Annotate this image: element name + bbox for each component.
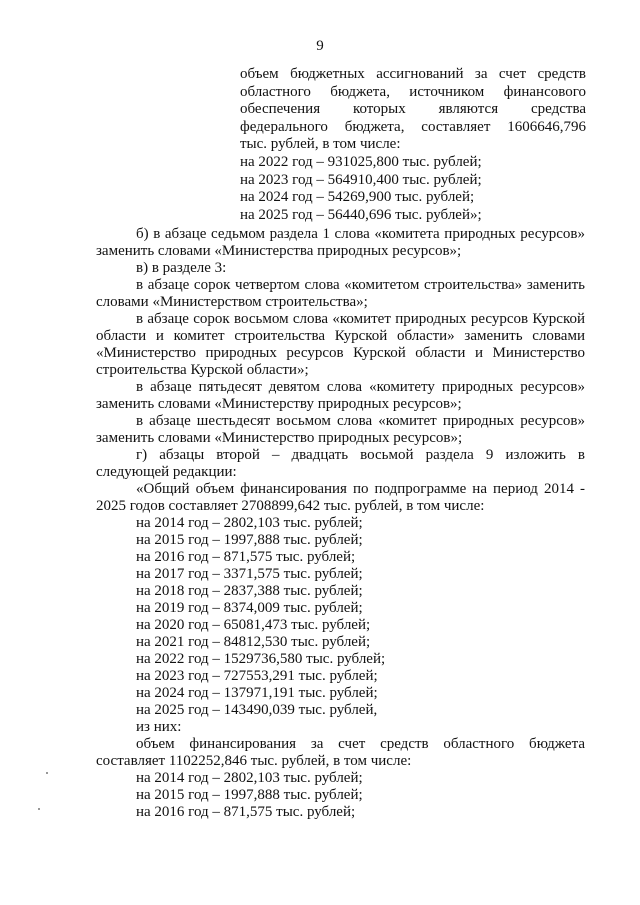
list-item: на 2017 год – 3371,575 тыс. рублей; <box>136 566 363 582</box>
list-item: на 2014 год – 2802,103 тыс. рублей; <box>136 770 363 786</box>
quoted-block <box>240 66 586 224</box>
list-item: на 2022 год – 1529736,580 тыс. рублей; <box>136 651 386 667</box>
list-item: на 2016 год – 871,575 тыс. рублей; <box>136 804 356 820</box>
block-line: на 2024 год – 54269,900 тыс. рублей; <box>240 189 475 206</box>
text-line: б) в абзаце седьмом раздела 1 слова «комитета природных ресурсов» <box>136 226 585 242</box>
scan-speck <box>38 808 40 810</box>
text-line: из них: <box>136 719 182 735</box>
block-line: на 2023 год – 564910,400 тыс. рублей; <box>240 171 482 188</box>
text-line: в абзаце сорок восьмом слова «комитет природных ресурсов Курской <box>136 311 585 327</box>
list-item: на 2015 год – 1997,888 тыс. рублей; <box>136 787 363 803</box>
block-line: на 2025 год – 56440,696 тыс. рублей»; <box>240 206 482 223</box>
text-line: следующей редакции: <box>96 464 237 480</box>
text-line: в) в разделе 3: <box>136 260 227 276</box>
list-item: на 2016 год – 871,575 тыс. рублей; <box>136 549 356 565</box>
text-line: в абзаце шестьдесят восьмом слова «комитет природных ресурсов» <box>136 413 585 429</box>
block-line: объем бюджетных ассигнований за счет средств <box>240 66 586 82</box>
text-line: в абзаце сорок четвертом слова «комитетом строительства» заменить <box>136 277 585 293</box>
block-line: на 2022 год – 931025,800 тыс. рублей; <box>240 153 482 170</box>
list-item: на 2025 год – 143490,039 тыс. рублей, <box>136 702 378 718</box>
block-line: областного бюджета, источником финансового <box>240 83 586 100</box>
text-line: составляет 1102252,846 тыс. рублей, в том числе: <box>96 753 412 769</box>
list-item: на 2024 год – 137971,191 тыс. рублей; <box>136 685 378 701</box>
text-line: объем финансирования за счет средств областного бюджета <box>136 736 585 752</box>
text-line: области и комитет строительства Курской области» заменить словами <box>96 328 585 344</box>
text-line: заменить словами «Министерства природных ресурсов»; <box>96 243 462 259</box>
text-line: строительства Курской области»; <box>96 362 309 378</box>
text-line: словами «Министерством строительства»; <box>96 294 368 310</box>
text-line: в абзаце пятьдесят девятом слова «комитету природных ресурсов» <box>136 379 585 395</box>
block-line: федерального бюджета, составляет 1606646,796 <box>240 118 586 135</box>
text-line: заменить словами «Министерство природных ресурсов»; <box>96 430 463 446</box>
list-item: на 2023 год – 727553,291 тыс. рублей; <box>136 668 378 684</box>
list-item: на 2019 год – 8374,009 тыс. рублей; <box>136 600 363 616</box>
list-item: на 2020 год – 65081,473 тыс. рублей; <box>136 617 371 633</box>
text-line: г) абзацы второй – двадцать восьмой раздела 9 изложить в <box>136 447 585 463</box>
list-item: на 2015 год – 1997,888 тыс. рублей; <box>136 532 363 548</box>
page-number: 9 <box>316 38 324 54</box>
text-line: «Общий объем финансирования по подпрограмме на период 2014 - <box>136 481 585 497</box>
main-text <box>96 226 585 821</box>
list-item: на 2021 год – 84812,530 тыс. рублей; <box>136 634 371 650</box>
text-line: «Министерство природных ресурсов Курской области и Министерство <box>96 345 585 361</box>
block-line: обеспечения которых являются средства <box>240 101 586 118</box>
block-line: тыс. рублей, в том числе: <box>240 136 401 153</box>
text-line: заменить словами «Министерству природных ресурсов»; <box>96 396 462 412</box>
scan-speck <box>46 772 48 774</box>
text-line: 2025 годов составляет 2708899,642 тыс. рублей, в том числе: <box>96 498 485 514</box>
list-item: на 2018 год – 2837,388 тыс. рублей; <box>136 583 363 599</box>
list-item: на 2014 год – 2802,103 тыс. рублей; <box>136 515 363 531</box>
